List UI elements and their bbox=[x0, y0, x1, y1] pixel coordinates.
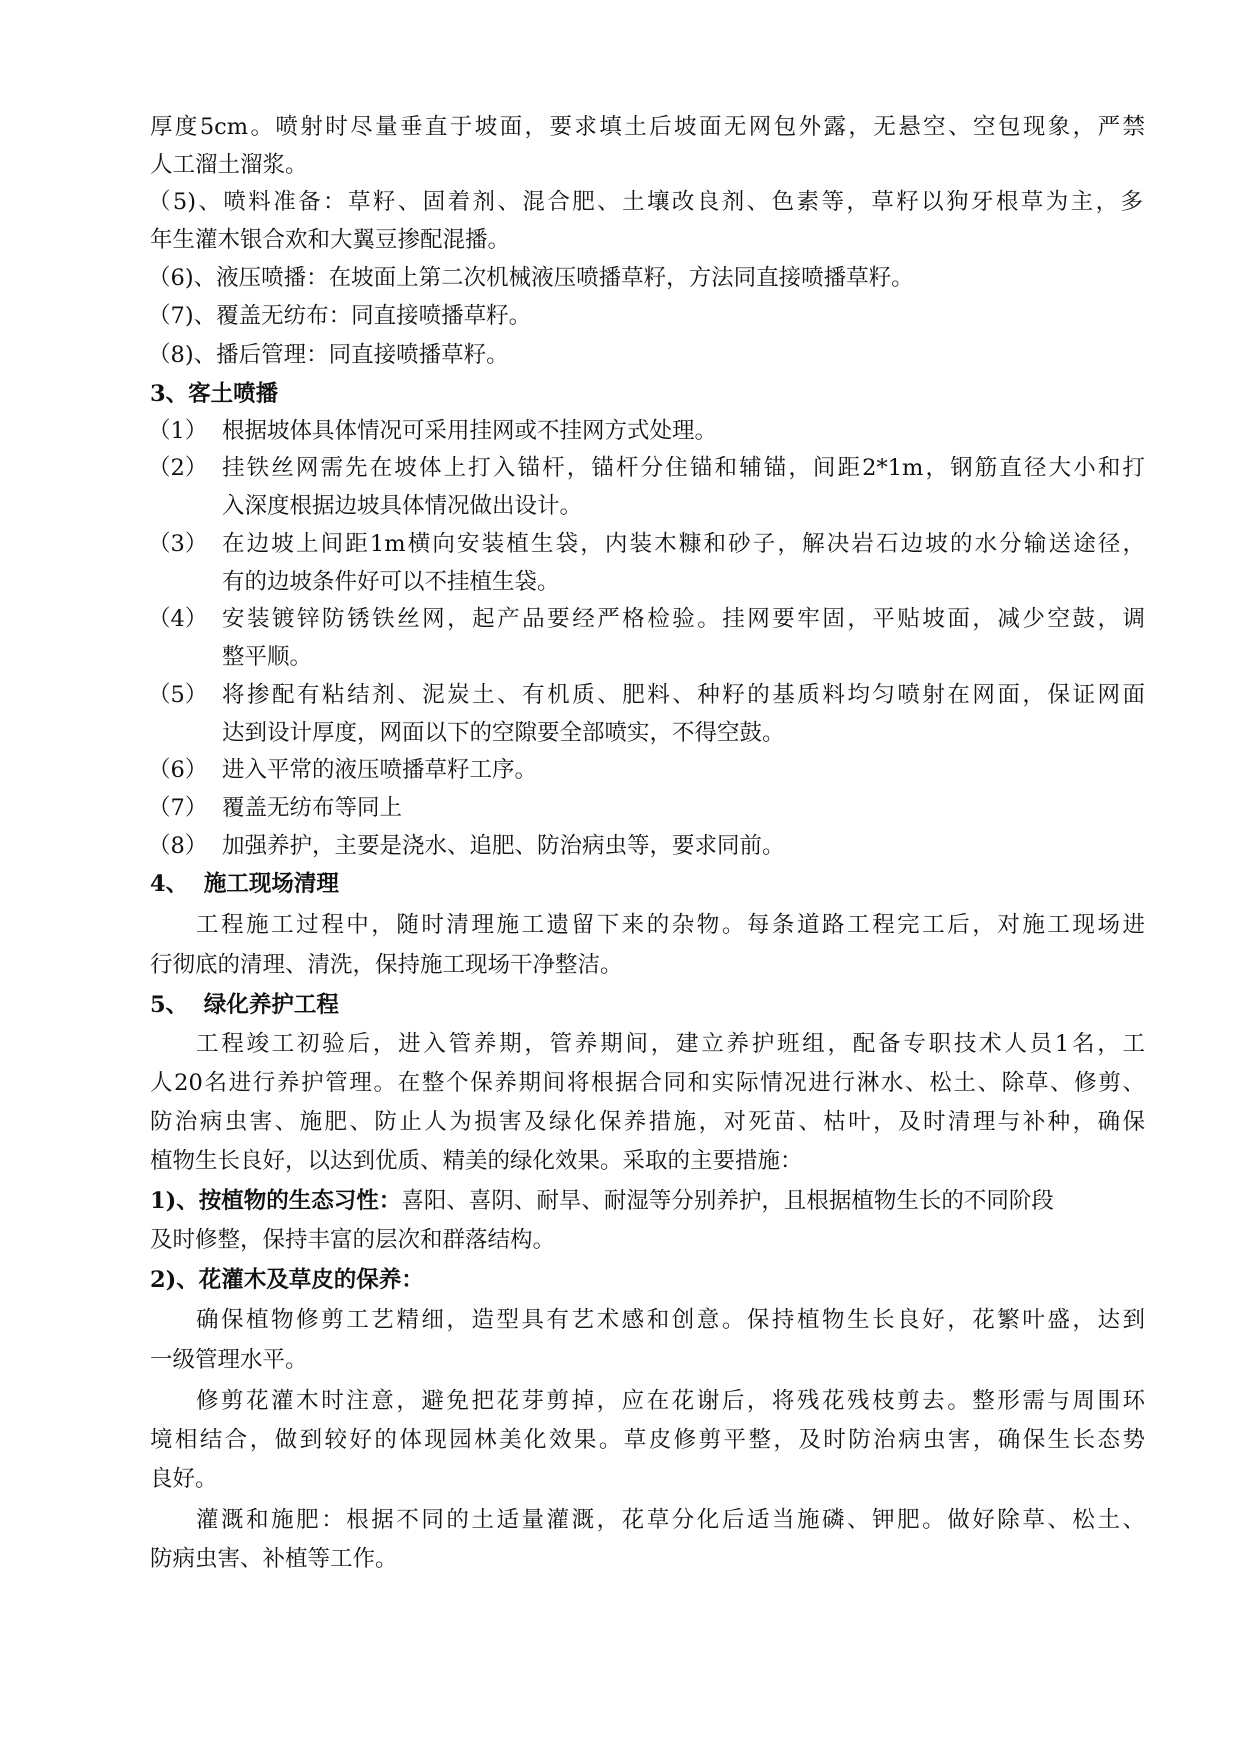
measure-2-label: 2)、花灌木及草皮的保养： bbox=[150, 1267, 424, 1293]
measure-1-line bbox=[150, 1186, 1145, 1216]
item-number: （5） bbox=[148, 682, 208, 708]
paragraph-line: 厚度5cm。喷射时尽量垂直于坡面，要求填土后坡面无网包外露，无悬空、空包现象，严禁 bbox=[150, 114, 1145, 140]
item-number: （6） bbox=[148, 757, 208, 783]
measure-1-label: 1)、按植物的生态习性： bbox=[150, 1188, 402, 1214]
paragraph-line: 良好。 bbox=[150, 1466, 218, 1492]
item-number: （2） bbox=[148, 455, 208, 481]
item-text: 覆盖无纺布等同上 bbox=[222, 795, 403, 821]
section-heading-4: 4、 施工现场清理 bbox=[150, 871, 339, 897]
item-text: 将掺配有粘结剂、泥炭土、有机质、肥料、种籽的基质料均匀喷射在网面，保证网面 bbox=[222, 682, 1145, 708]
list-item-8: （8)、播后管理：同直接喷播草籽。 bbox=[148, 342, 509, 368]
item-number: （7） bbox=[148, 795, 208, 821]
paragraph-line: 防治病虫害、施肥、防止人为损害及绿化保养措施，对死苗、枯叶，及时清理与补种，确保 bbox=[150, 1109, 1145, 1135]
item-number: （3） bbox=[148, 531, 208, 557]
item-number: （1） bbox=[148, 418, 208, 444]
item-text: 挂铁丝网需先在坡体上打入锚杆，锚杆分住锚和辅锚，间距2*1m，钢筋直径大小和打 bbox=[222, 455, 1145, 481]
item-text: 达到设计厚度，网面以下的空隙要全部喷实，不得空鼓。 bbox=[222, 720, 785, 746]
paragraph-line: 行彻底的清理、清洗，保持施工现场干净整洁。 bbox=[150, 952, 623, 978]
item-text: 入深度根据边坡具体情况做出设计。 bbox=[222, 493, 583, 519]
section-heading-5: 5、 绿化养护工程 bbox=[150, 992, 339, 1018]
item-number: （4） bbox=[148, 606, 208, 632]
paragraph-line: 一级管理水平。 bbox=[150, 1347, 308, 1373]
paragraph-line: 境相结合，做到较好的体现园林美化效果。草皮修剪平整，及时防治病虫害，确保生长态势 bbox=[150, 1427, 1145, 1453]
item-text: 加强养护，主要是浇水、追肥、防治病虫等，要求同前。 bbox=[222, 833, 785, 859]
item-text: 整平顺。 bbox=[222, 644, 313, 670]
paragraph-line: 植物生长良好，以达到优质、精美的绿化效果。采取的主要措施： bbox=[150, 1148, 803, 1174]
paragraph-line: 人工溜土溜浆。 bbox=[150, 152, 308, 178]
paragraph-line: 及时修整，保持丰富的层次和群落结构。 bbox=[150, 1227, 556, 1253]
item-text: 安装镀锌防锈铁丝网，起产品要经严格检验。挂网要牢固，平贴坡面，减少空鼓，调 bbox=[222, 606, 1145, 632]
paragraph-line: 确保植物修剪工艺精细，造型具有艺术感和创意。保持植物生长良好，花繁叶盛，达到 bbox=[196, 1307, 1145, 1333]
measure-1-text: 喜阳、喜阴、耐旱、耐湿等分别养护，且根据植物生长的不同阶段 bbox=[401, 1188, 1054, 1214]
list-item-5-cont: 年生灌木银合欢和大翼豆掺配混播。 bbox=[150, 227, 511, 253]
item-text: 进入平常的液压喷播草籽工序。 bbox=[222, 757, 538, 783]
paragraph-line: 人20名进行养护管理。在整个保养期间将根据合同和实际情况进行淋水、松土、除草、修剪、 bbox=[150, 1070, 1145, 1096]
item-text: 根据坡体具体情况可采用挂网或不挂网方式处理。 bbox=[222, 418, 718, 444]
list-item-6: （6)、液压喷播：在坡面上第二次机械液压喷播草籽，方法同直接喷播草籽。 bbox=[148, 265, 914, 291]
item-text: 在边坡上间距1m横向安装植生袋，内装木糠和砂子，解决岩石边坡的水分输送途径， bbox=[222, 531, 1145, 557]
item-number: （8） bbox=[148, 833, 208, 859]
section-heading-3: 3、客土喷播 bbox=[150, 381, 279, 407]
paragraph-line: 工程竣工初验后，进入管养期，管养期间，建立养护班组，配备专职技术人员1名，工 bbox=[196, 1031, 1145, 1057]
paragraph-line: 防病虫害、补植等工作。 bbox=[150, 1546, 398, 1572]
paragraph-line: 工程施工过程中，随时清理施工遗留下来的杂物。每条道路工程完工后，对施工现场进 bbox=[196, 912, 1145, 938]
paragraph-line: 灌溉和施肥：根据不同的土适量灌溉，花草分化后适当施磷、钾肥。做好除草、松土、 bbox=[196, 1507, 1145, 1533]
list-item-7: （7)、覆盖无纺布：同直接喷播草籽。 bbox=[148, 303, 532, 329]
paragraph-line: 修剪花灌木时注意，避免把花芽剪掉，应在花谢后，将残花残枝剪去。整形需与周围环 bbox=[196, 1388, 1145, 1414]
list-item-5: （5)、喷料准备：草籽、固着剂、混合肥、土壤改良剂、色素等，草籽以狗牙根草为主，多 bbox=[148, 189, 1143, 215]
item-text: 有的边坡条件好可以不挂植生袋。 bbox=[222, 569, 560, 595]
